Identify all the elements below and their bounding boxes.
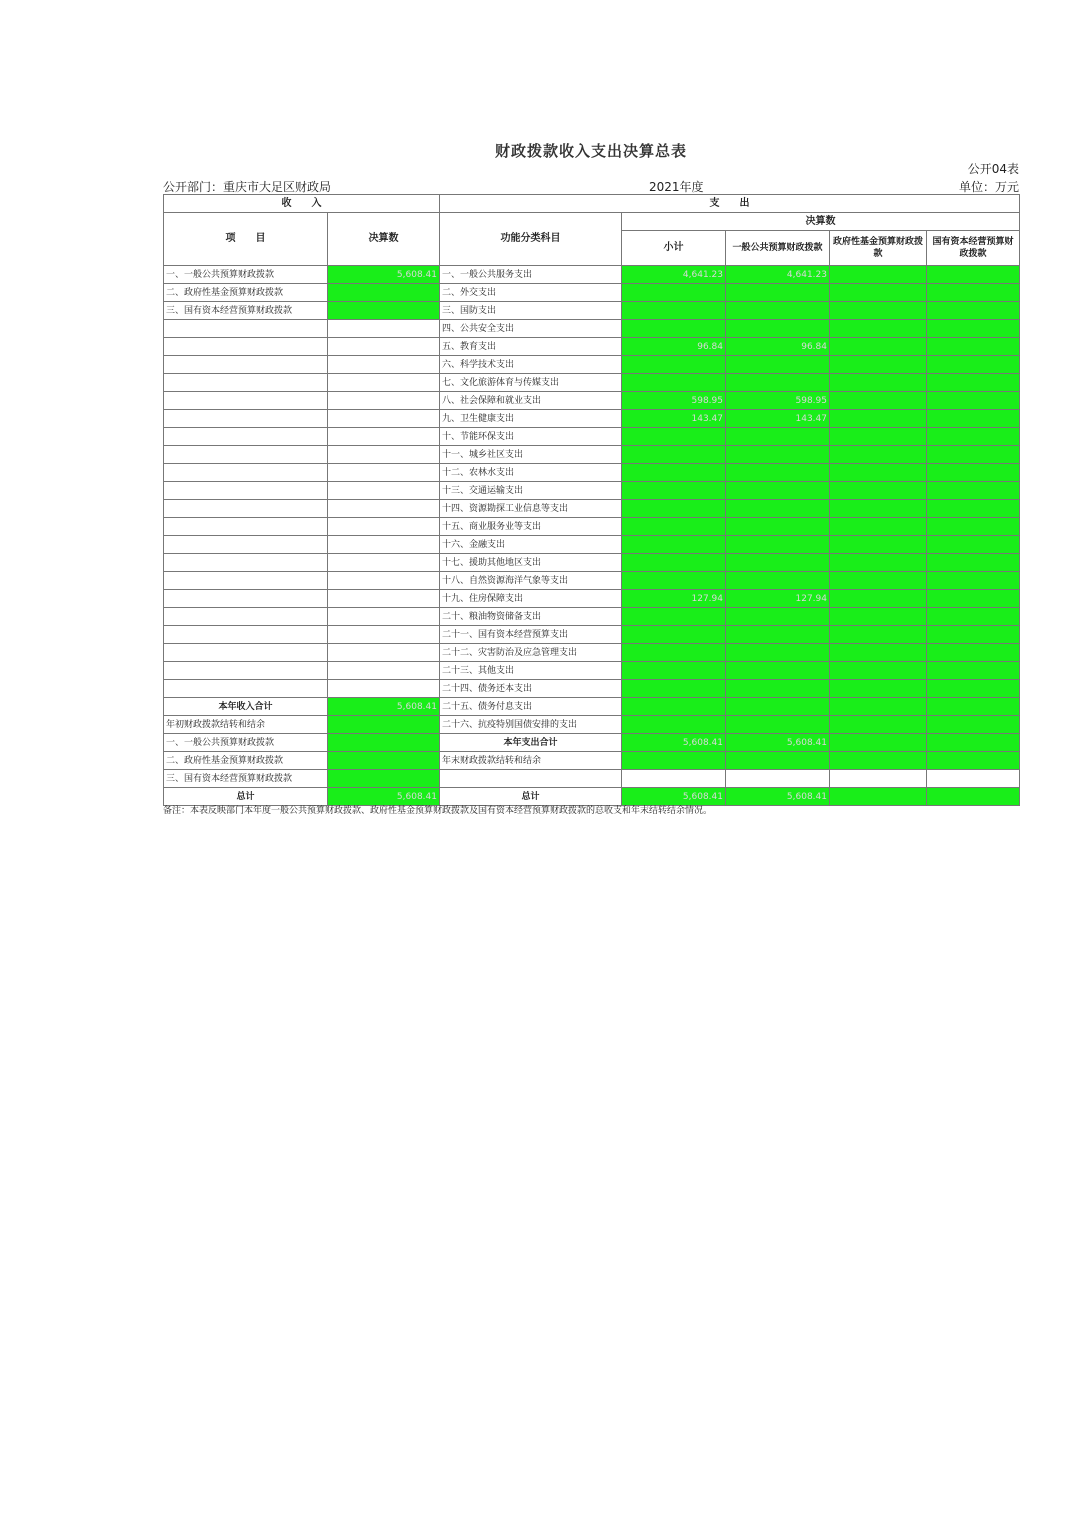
income-amount <box>328 374 440 392</box>
state-capital-cell <box>927 698 1020 716</box>
general-budget-cell <box>726 500 830 518</box>
general-budget-header: 一般公共预算财政拨款 <box>726 231 830 266</box>
income-amount <box>328 554 440 572</box>
expense-item: 十七、援助其他地区支出 <box>440 554 622 572</box>
subtotal-cell: 5,608.41 <box>622 734 726 752</box>
income-item <box>164 518 328 536</box>
general-budget-cell: 96.84 <box>726 338 830 356</box>
general-budget-cell <box>726 446 830 464</box>
expense-item: 十四、资源勘探工业信息等支出 <box>440 500 622 518</box>
income-amount <box>328 590 440 608</box>
gov-fund-cell <box>830 644 927 662</box>
income-item: 二、政府性基金预算财政拨款 <box>164 752 328 770</box>
income-item <box>164 590 328 608</box>
gov-fund-cell <box>830 554 927 572</box>
state-capital-cell <box>927 590 1020 608</box>
subtotal-cell: 127.94 <box>622 590 726 608</box>
subtotal-cell <box>622 770 726 788</box>
table-row <box>164 518 1020 536</box>
gov-fund-cell <box>830 464 927 482</box>
state-capital-cell <box>927 302 1020 320</box>
subtotal-cell: 5,608.41 <box>622 788 726 806</box>
gov-fund-cell <box>830 284 927 302</box>
income-amount <box>328 410 440 428</box>
income-item <box>164 536 328 554</box>
table-row <box>164 500 1020 518</box>
expense-item: 十一、城乡社区支出 <box>440 446 622 464</box>
table-row <box>164 536 1020 554</box>
general-budget-cell <box>726 572 830 590</box>
general-budget-cell <box>726 680 830 698</box>
expense-item: 总计 <box>440 788 622 806</box>
table-row <box>164 320 1020 338</box>
expense-item: 八、社会保障和就业支出 <box>440 392 622 410</box>
gov-fund-cell <box>830 266 927 284</box>
income-item <box>164 644 328 662</box>
expense-item: 十五、商业服务业等支出 <box>440 518 622 536</box>
expense-item: 二十四、债务还本支出 <box>440 680 622 698</box>
subtotal-cell <box>622 356 726 374</box>
general-budget-cell: 127.94 <box>726 590 830 608</box>
subtotal-cell: 598.95 <box>622 392 726 410</box>
table-row <box>164 482 1020 500</box>
general-budget-cell <box>726 482 830 500</box>
state-capital-cell <box>927 788 1020 806</box>
subtotal-cell <box>622 698 726 716</box>
gov-fund-cell <box>830 752 927 770</box>
income-amount <box>328 626 440 644</box>
general-budget-cell <box>726 662 830 680</box>
general-budget-cell <box>726 374 830 392</box>
table-row <box>164 662 1020 680</box>
state-capital-cell <box>927 266 1020 284</box>
general-budget-cell: 5,608.41 <box>726 734 830 752</box>
expense-item: 二十六、抗疫特别国债安排的支出 <box>440 716 622 734</box>
gov-fund-cell <box>830 392 927 410</box>
income-item: 一、一般公共预算财政拨款 <box>164 734 328 752</box>
income-amount <box>328 482 440 500</box>
state-capital-cell <box>927 644 1020 662</box>
general-budget-cell: 4,641.23 <box>726 266 830 284</box>
income-amount <box>328 770 440 788</box>
general-budget-cell: 598.95 <box>726 392 830 410</box>
subtotal-cell <box>622 536 726 554</box>
state-capital-cell <box>927 536 1020 554</box>
income-amount <box>328 644 440 662</box>
gov-fund-cell <box>830 608 927 626</box>
state-capital-cell <box>927 572 1020 590</box>
income-amount <box>328 572 440 590</box>
final-amount-header: 决算数 <box>622 213 1020 231</box>
income-header: 收 入 <box>164 195 440 213</box>
gov-fund-cell <box>830 446 927 464</box>
subtotal-cell <box>622 374 726 392</box>
amount-header: 决算数 <box>328 213 440 266</box>
table-row <box>164 608 1020 626</box>
expense-item: 十九、住房保障支出 <box>440 590 622 608</box>
table-row <box>164 464 1020 482</box>
income-amount <box>328 680 440 698</box>
income-amount <box>328 734 440 752</box>
general-budget-cell <box>726 284 830 302</box>
income-amount <box>328 284 440 302</box>
subtotal-cell: 4,641.23 <box>622 266 726 284</box>
subtotal-cell <box>622 428 726 446</box>
income-item <box>164 392 328 410</box>
state-capital-cell <box>927 518 1020 536</box>
income-amount <box>328 302 440 320</box>
table-row <box>164 752 1020 770</box>
table-row <box>164 356 1020 374</box>
subtotal-cell <box>622 716 726 734</box>
subtotal-header: 小计 <box>622 231 726 266</box>
form-number: 公开04表 <box>967 162 1019 176</box>
income-item: 三、国有资本经营预算财政拨款 <box>164 302 328 320</box>
income-amount <box>328 662 440 680</box>
expense-item: 年末财政拨款结转和结余 <box>440 752 622 770</box>
income-item <box>164 320 328 338</box>
expense-item: 三、国防支出 <box>440 302 622 320</box>
income-item: 年初财政拨款结转和结余 <box>164 716 328 734</box>
expense-item: 二、外交支出 <box>440 284 622 302</box>
gov-fund-cell <box>830 788 927 806</box>
income-item: 本年收入合计 <box>164 698 328 716</box>
income-amount <box>328 446 440 464</box>
expense-item: 二十一、国有资本经营预算支出 <box>440 626 622 644</box>
table-row <box>164 338 1020 356</box>
state-capital-cell <box>927 734 1020 752</box>
unit-label: 单位：万元 <box>958 180 1019 194</box>
general-budget-cell <box>726 428 830 446</box>
general-budget-cell: 143.47 <box>726 410 830 428</box>
state-capital-cell <box>927 392 1020 410</box>
state-capital-cell <box>927 608 1020 626</box>
subtotal-cell <box>622 626 726 644</box>
expense-item: 本年支出合计 <box>440 734 622 752</box>
gov-fund-cell <box>830 662 927 680</box>
subtotal-cell <box>622 752 726 770</box>
state-capital-cell <box>927 428 1020 446</box>
expense-item: 二十三、其他支出 <box>440 662 622 680</box>
state-capital-cell <box>927 770 1020 788</box>
department-label: 公开部门：重庆市大足区财政局 <box>163 180 332 194</box>
income-item <box>164 428 328 446</box>
gov-fund-cell <box>830 734 927 752</box>
table-row <box>164 374 1020 392</box>
state-capital-cell <box>927 410 1020 428</box>
footnote: 备注：本表反映部门本年度一般公共预算财政拨款、政府性基金预算财政拨款及国有资本经营预算财政拨款的总收支和年末结转结余情况。 <box>163 806 713 816</box>
expense-item: 二十、粮油物资储备支出 <box>440 608 622 626</box>
gov-fund-cell <box>830 626 927 644</box>
gov-fund-cell <box>830 500 927 518</box>
income-item <box>164 464 328 482</box>
expense-item: 十六、金融支出 <box>440 536 622 554</box>
general-budget-cell <box>726 770 830 788</box>
general-budget-cell <box>726 518 830 536</box>
expense-item: 六、科学技术支出 <box>440 356 622 374</box>
subtotal-cell: 143.47 <box>622 410 726 428</box>
general-budget-cell <box>726 302 830 320</box>
subtotal-cell <box>622 320 726 338</box>
subtotal-cell <box>622 680 726 698</box>
report-title: 财政拨款收入支出决算总表 <box>494 142 687 160</box>
expense-item: 二十五、债务付息支出 <box>440 698 622 716</box>
expense-item: 二十二、灾害防治及应急管理支出 <box>440 644 622 662</box>
subtotal-cell <box>622 482 726 500</box>
table-row <box>164 770 1020 788</box>
subtotal-cell <box>622 662 726 680</box>
subtotal-cell <box>622 284 726 302</box>
gov-fund-cell <box>830 410 927 428</box>
table-row <box>164 266 1020 284</box>
state-capital-cell <box>927 338 1020 356</box>
finance-table <box>163 194 1020 806</box>
subtotal-cell: 96.84 <box>622 338 726 356</box>
gov-fund-cell <box>830 482 927 500</box>
subtotal-cell <box>622 572 726 590</box>
general-budget-cell <box>726 626 830 644</box>
subtotal-cell <box>622 464 726 482</box>
expense-item <box>440 770 622 788</box>
gov-fund-cell <box>830 338 927 356</box>
gov-fund-cell <box>830 428 927 446</box>
subtotal-cell <box>622 500 726 518</box>
income-amount <box>328 752 440 770</box>
income-item <box>164 680 328 698</box>
state-capital-cell <box>927 482 1020 500</box>
income-amount <box>328 320 440 338</box>
gov-fund-cell <box>830 356 927 374</box>
subtotal-cell <box>622 446 726 464</box>
gov-fund-cell <box>830 374 927 392</box>
expense-item: 十二、农林水支出 <box>440 464 622 482</box>
state-capital-cell <box>927 626 1020 644</box>
gov-fund-cell <box>830 680 927 698</box>
income-item <box>164 554 328 572</box>
general-budget-cell <box>726 716 830 734</box>
state-capital-cell <box>927 446 1020 464</box>
income-item <box>164 626 328 644</box>
table-row <box>164 554 1020 572</box>
table-row <box>164 716 1020 734</box>
income-amount <box>328 428 440 446</box>
table-row <box>164 446 1020 464</box>
gov-fund-cell <box>830 770 927 788</box>
gov-fund-cell <box>830 590 927 608</box>
expense-item: 十三、交通运输支出 <box>440 482 622 500</box>
gov-fund-cell <box>830 302 927 320</box>
state-capital-cell <box>927 500 1020 518</box>
general-budget-cell <box>726 608 830 626</box>
gov-fund-cell <box>830 716 927 734</box>
gov-fund-cell <box>830 572 927 590</box>
expense-item: 十、节能环保支出 <box>440 428 622 446</box>
expense-item: 四、公共安全支出 <box>440 320 622 338</box>
income-amount <box>328 518 440 536</box>
state-capital-cell <box>927 464 1020 482</box>
subtotal-cell <box>622 302 726 320</box>
table-row <box>164 302 1020 320</box>
income-item <box>164 662 328 680</box>
general-budget-cell <box>726 536 830 554</box>
state-capital-cell <box>927 554 1020 572</box>
table-row <box>164 284 1020 302</box>
general-budget-cell <box>726 320 830 338</box>
table-row <box>164 680 1020 698</box>
func-item-header: 功能分类科目 <box>440 213 622 266</box>
state-capital-cell <box>927 356 1020 374</box>
income-amount: 5,608.41 <box>328 266 440 284</box>
income-item <box>164 446 328 464</box>
income-amount <box>328 464 440 482</box>
expense-item: 五、教育支出 <box>440 338 622 356</box>
table-row <box>164 626 1020 644</box>
general-budget-cell <box>726 554 830 572</box>
table-row <box>164 392 1020 410</box>
income-item: 三、国有资本经营预算财政拨款 <box>164 770 328 788</box>
income-amount <box>328 392 440 410</box>
gov-fund-cell <box>830 518 927 536</box>
gov-fund-header: 政府性基金预算财政拨款 <box>830 231 927 266</box>
income-item <box>164 572 328 590</box>
subtotal-cell <box>622 608 726 626</box>
income-amount <box>328 500 440 518</box>
fiscal-year: 2021年度 <box>649 180 704 194</box>
income-item <box>164 338 328 356</box>
expense-item: 九、卫生健康支出 <box>440 410 622 428</box>
expense-item: 七、文化旅游体育与传媒支出 <box>440 374 622 392</box>
table-row <box>164 734 1020 752</box>
income-item <box>164 608 328 626</box>
gov-fund-cell <box>830 320 927 338</box>
income-item: 总计 <box>164 788 328 806</box>
income-amount <box>328 608 440 626</box>
income-amount: 5,608.41 <box>328 698 440 716</box>
general-budget-cell <box>726 464 830 482</box>
state-capital-cell <box>927 320 1020 338</box>
gov-fund-cell <box>830 536 927 554</box>
item-header: 项 目 <box>164 213 328 266</box>
income-item <box>164 500 328 518</box>
gov-fund-cell <box>830 698 927 716</box>
income-item <box>164 410 328 428</box>
state-capital-cell <box>927 716 1020 734</box>
income-item <box>164 356 328 374</box>
general-budget-cell <box>726 356 830 374</box>
income-item: 二、政府性基金预算财政拨款 <box>164 284 328 302</box>
state-capital-cell <box>927 680 1020 698</box>
table-row <box>164 572 1020 590</box>
income-item: 一、一般公共预算财政拨款 <box>164 266 328 284</box>
income-amount: 5,608.41 <box>328 788 440 806</box>
income-item <box>164 374 328 392</box>
general-budget-cell <box>726 698 830 716</box>
state-capital-cell <box>927 284 1020 302</box>
state-capital-header: 国有资本经营预算财政拨款 <box>927 231 1020 266</box>
income-item <box>164 482 328 500</box>
expense-item: 十八、自然资源海洋气象等支出 <box>440 572 622 590</box>
table-row <box>164 590 1020 608</box>
state-capital-cell <box>927 662 1020 680</box>
table-row <box>164 428 1020 446</box>
expense-item: 一、一般公共服务支出 <box>440 266 622 284</box>
subtotal-cell <box>622 644 726 662</box>
income-amount <box>328 536 440 554</box>
general-budget-cell: 5,608.41 <box>726 788 830 806</box>
expense-header: 支 出 <box>440 195 1020 213</box>
state-capital-cell <box>927 752 1020 770</box>
table-row <box>164 410 1020 428</box>
subtotal-cell <box>622 554 726 572</box>
general-budget-cell <box>726 752 830 770</box>
state-capital-cell <box>927 374 1020 392</box>
income-amount <box>328 338 440 356</box>
table-row <box>164 698 1020 716</box>
table-row <box>164 644 1020 662</box>
income-amount <box>328 716 440 734</box>
income-amount <box>328 356 440 374</box>
subtotal-cell <box>622 518 726 536</box>
general-budget-cell <box>726 644 830 662</box>
